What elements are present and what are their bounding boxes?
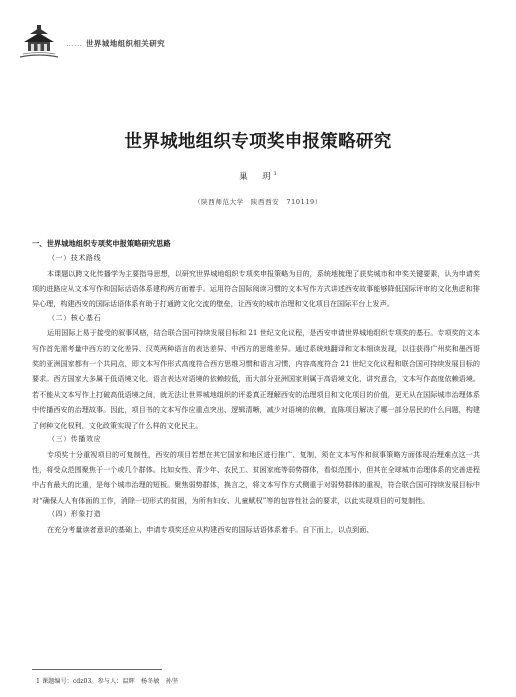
article-body bbox=[32, 237, 480, 537]
body-paragraph: 专项奖十分重视项目的可复制性，西安的项目若想在其它国家和地区进行推广、复制，须在文本写作和叙事策略方面体现治理难点这一共性，将受众范围聚焦于一个或几个群体。比如女性、青少年、农民工、贫困家庭等弱势群体，看似范围小，但其在全球城市治理体系的完善进程中占有最大的比重，是每个城市治理的短板。聚焦弱势群体，换言之，将文本写作方式侧重于对弱势群体的重视，符合联合国可持续发展目标中对“确保人人有体面的工作，消除一切形式的贫困，为所有妇女、儿童赋权”等的包容性社会的要求，以此实现项目的可复制性。 bbox=[32, 449, 480, 505]
subsection-heading: （二）核心基石 bbox=[48, 313, 102, 322]
author-line bbox=[0, 170, 516, 182]
journal-logo-icon bbox=[18, 24, 60, 60]
affiliation: （陕西师范大学 陕西西安 710119） bbox=[194, 198, 322, 206]
footnote-divider bbox=[32, 669, 162, 670]
header-dots: …… bbox=[66, 39, 83, 48]
subsection-heading: （四）形象打造 bbox=[48, 510, 102, 519]
subsection-heading: （三）传播效应 bbox=[48, 435, 102, 444]
footnote: 1 课题编号：cdz03。参与人：温辉 杨冬敏 孙坚 bbox=[36, 678, 179, 685]
article-title: 世界城地组织专项奖申报策略研究 bbox=[124, 132, 392, 152]
body-paragraph: 在充分考量读者意识的基础上，申请专项奖还应从构建西安的国际话语体系着手。自下而上，以点到面、 bbox=[47, 524, 374, 534]
running-title: 世界城地组织相关研究 bbox=[86, 39, 165, 48]
author-name: 巢 玥 bbox=[239, 172, 274, 182]
section-heading: 一、世界城地组织专项奖申报策略研究思路 bbox=[32, 239, 171, 248]
body-paragraph: 运用国际上易于接受的叙事风格，结合联合国可持续发展目标和 21 世纪文化议程，是西安申请世界城地组织专项奖的基石。专项奖的文本写作首先需考量中西方的文化差异、汉英两种语言的表达差异、中西方的思维差异。通过系统地翻译和文本细读发现，以往获得广州奖和墨西哥奖的亚洲国家都有一个共同点，即文本写作形式高度符合西方思维习惯和语言习惯，内容高度符合 21 世纪文化议程和联合国可持续发展目标的要求。西方国家大多属于低语境文化，语言表达对语境的依赖较低，而大部分亚洲国家则属于高语境文化，讲究意合，文本写作高度依赖语境。若不能从文本写作上打破高低语境之间，就无法让世界城地组织的评委真正理解西安的治理项目和文化项目的价值，更无从在国际城市治理体系中传播西安的治理故事。因此，项目书的文本写作应重点突出、逻辑清晰，减少对语境的依赖，直陈项目解决了哪一部分居民的什么问题，构建了何种文化权利，文化政策实现了什么样的文化民主。 bbox=[32, 328, 480, 430]
running-header bbox=[66, 38, 165, 49]
body-paragraph: 本课题以跨文化传播学为主要指导思想，以研究世界城地组织专项奖申报策略为目的，系统地梳理了获奖城市和申奖关键要素，认为申请奖项的进路应从文本写作和国际话语体系建构两方面着手。运用符合国际阅读习惯的文本写作方式讲述西安故事能够降低国际评审的文化焦虑和排异心理，构建西安的国际话语体系有助于打通跨文化交流的壁垒，让西安的城市治理和文化项目在国际平台上发声。 bbox=[32, 268, 480, 309]
author-note-mark: 1 bbox=[273, 171, 277, 178]
subsection-heading: （一）技术路线 bbox=[48, 254, 102, 262]
